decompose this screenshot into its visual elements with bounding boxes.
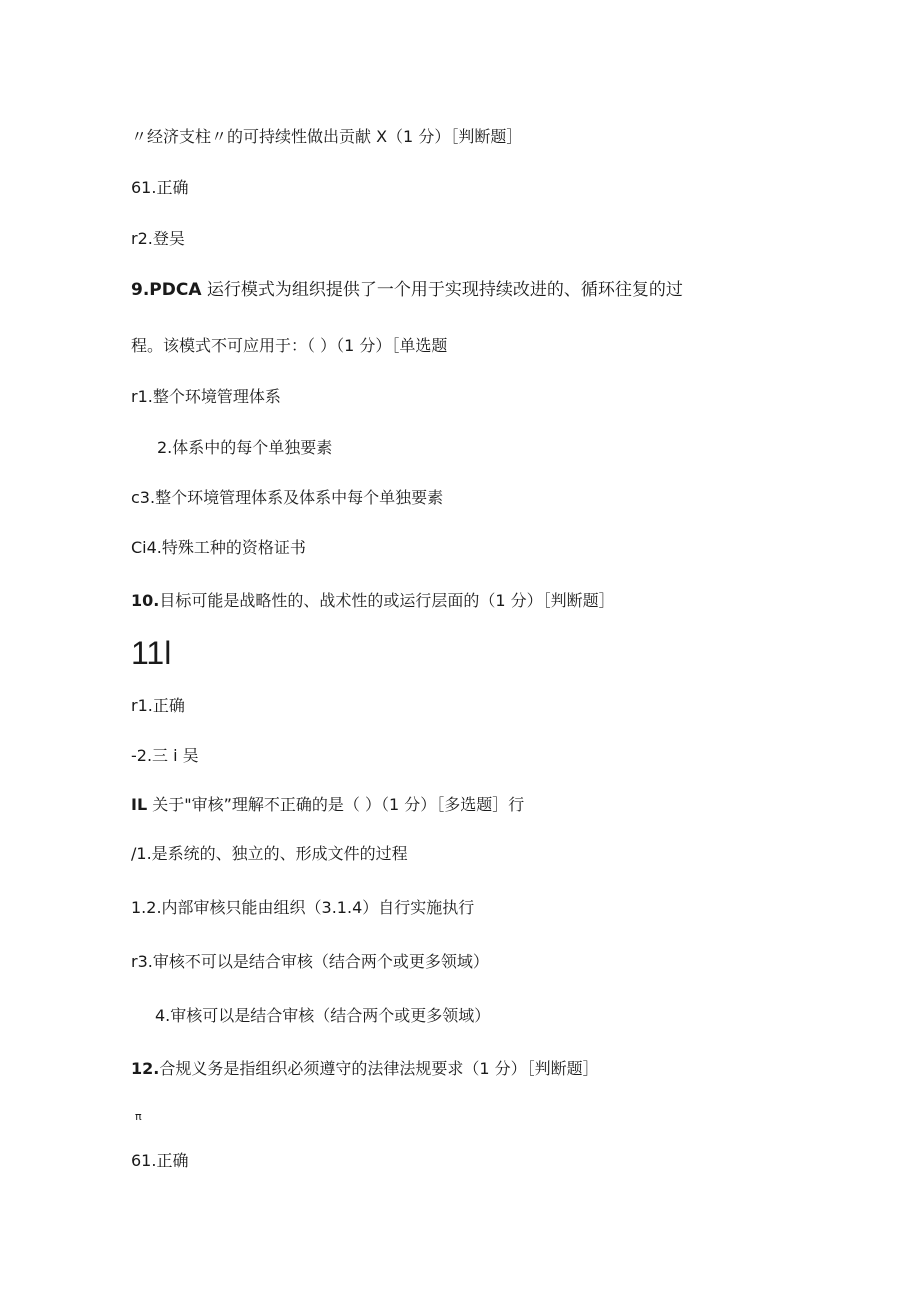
question-number: 9.PDCA xyxy=(131,280,202,300)
question-number: IL xyxy=(131,795,148,814)
option-line: 2.体系中的每个单独要素 xyxy=(157,438,333,457)
question-line: 9.PDCA 运行模式为组织提供了一个用于实现持续改进的、循环往复的过 xyxy=(131,280,683,300)
question-number: 10. xyxy=(131,591,160,610)
option-line: Ci4.特殊工种的资格证书 xyxy=(131,538,306,557)
option-line: c3.整个环境管理体系及体系中每个单独要素 xyxy=(131,488,444,507)
option-line: r2.登吴 xyxy=(131,229,185,248)
option-line: r1.整个环境管理体系 xyxy=(131,387,281,406)
option-line: r1.正确 xyxy=(131,696,185,715)
option-line: /1.是系统的、独立的、形成文件的过程 xyxy=(131,844,408,863)
text-line: 〃经济支柱〃的可持续性做出贡献 X（1 分）［判断题］ xyxy=(131,127,523,146)
option-line: 61.正确 xyxy=(131,1151,189,1170)
option-line: r3.审核不可以是结合审核（结合两个或更多领域） xyxy=(131,952,489,971)
large-mark: 11l xyxy=(131,635,172,671)
question-line: IL 关于"审核”理解不正确的是（ ）（1 分）［多选题］行 xyxy=(131,795,525,814)
question-line: 10.目标可能是战略性的、战术性的或运行层面的（1 分）［判断题］ xyxy=(131,591,615,610)
question-number: 12. xyxy=(131,1059,160,1078)
option-line: -2.三 i 吴 xyxy=(131,746,199,765)
stray-mark: π xyxy=(135,1110,142,1123)
question-line: 12.合规义务是指组织必须遵守的法律法规要求（1 分）［判断题］ xyxy=(131,1059,599,1078)
option-line: 4.审核可以是结合审核（结合两个或更多领域） xyxy=(155,1006,491,1025)
question-line: 程。该模式不可应用于：（ ）（1 分）［单选题 xyxy=(131,336,448,355)
option-line: 61.正确 xyxy=(131,178,189,197)
option-line: 1.2.内部审核只能由组织（3.1.4）自行实施执行 xyxy=(131,898,475,917)
